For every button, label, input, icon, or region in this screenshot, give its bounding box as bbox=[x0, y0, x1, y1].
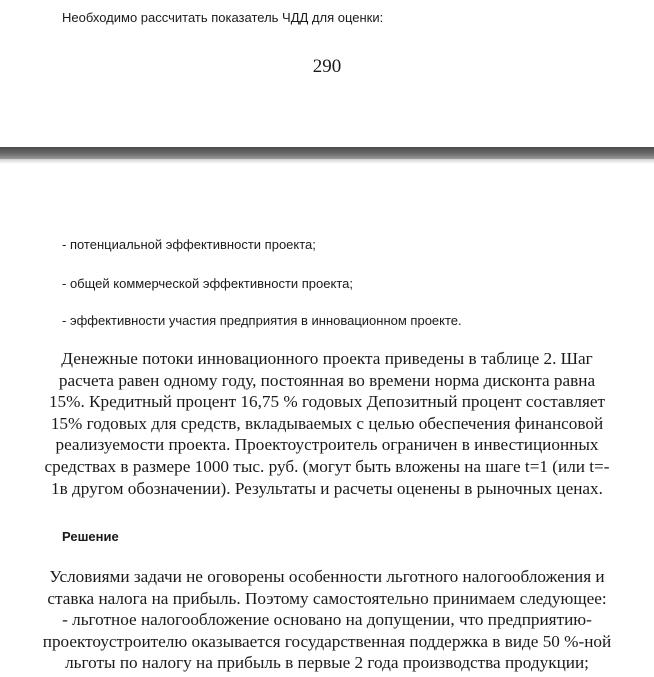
bullet-participation-efficiency: - эффективности участия предприятия в инновационном проекте. bbox=[62, 313, 462, 328]
paragraph-line: 15% годовых для средств, вкладываемых с целью обеспечения финансовой bbox=[50, 413, 604, 433]
solution-paragraph bbox=[22, 566, 632, 674]
paragraph-line: - льготное налогообложение основано на допущении, что предприятию- bbox=[62, 610, 592, 630]
task-paragraph bbox=[22, 348, 632, 499]
paragraph-line: средствах в размере 1000 тыс. руб. (могут быть вложены на шаге t=1 (или t=- bbox=[44, 456, 610, 476]
paragraph-line: реализуемости проекта. Проектоустроитель ограничен в инвестиционных bbox=[55, 435, 599, 455]
paragraph-line: 1в другом обозначении). Результаты и расчеты оценены в рыночных ценах. bbox=[51, 478, 603, 498]
bullet-potential-efficiency: - потенциальной эффективности проекта; bbox=[62, 237, 316, 252]
paragraph-line: Условиями задачи не оговорены особенности льготного налогообложения и bbox=[49, 567, 605, 586]
intro-text: Необходимо рассчитать показатель ЧДД для оценки: bbox=[62, 10, 384, 25]
page-break-divider bbox=[0, 147, 654, 159]
paragraph-line: проектоустроителю оказывается государственная поддержка в виде 50 %-ной bbox=[42, 631, 612, 651]
page-number: 290 bbox=[312, 56, 342, 77]
paragraph-line: расчета равен одному году, постоянная во времени норма дисконта равна bbox=[58, 370, 596, 390]
page-break-shadow bbox=[0, 159, 654, 164]
solution-heading: Решение bbox=[62, 529, 119, 544]
bullet-commercial-efficiency: - общей коммерческой эффективности проекта; bbox=[62, 276, 353, 291]
paragraph-line: льготы по налогу на прибыль в первые 2 года производства продукции; bbox=[65, 653, 589, 673]
paragraph-line: ставка налога на прибыль. Поэтому самостоятельно принимаем следующее: bbox=[47, 588, 607, 608]
paragraph-line: Денежные потоки инновационного проекта приведены в таблице 2. Шаг bbox=[61, 349, 593, 368]
paragraph-line: 15%. Кредитный процент 16,75 % годовых Депозитный процент составляет bbox=[48, 392, 606, 412]
